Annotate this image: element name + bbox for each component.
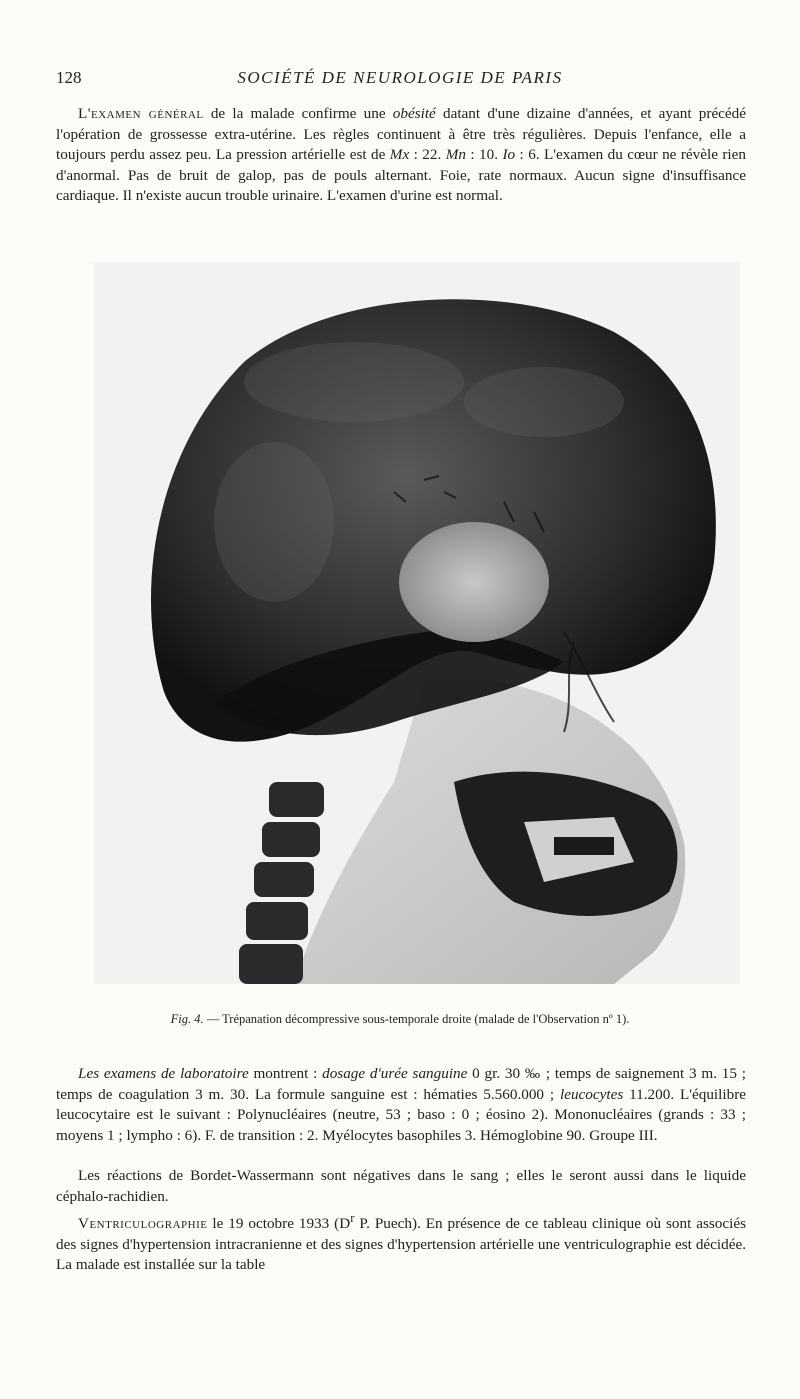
text-span: de la malade confirme une [203,105,393,122]
figure-caption-text: — Trépanation décompressive sous-temporale droite (malade de l'Observation nº 1). [203,1012,630,1026]
paragraph-general-exam [56,104,746,207]
paragraph-laboratory [56,1064,746,1146]
text-span: : 6. L'examen du cœur ne révèle rien d'anormal. Pas de bruit de galop, pas de pouls alternant. Foie, rate normaux. Aucun signe d'insuffisance cardiaque. Il n'existe aucun trouble urinaire. L'examen d'urine est normal. [56,146,746,204]
emphasis-laboratory: Les examens de laboratoire [78,1065,249,1082]
emphasis-uree: dosage d'urée sanguine [322,1065,468,1082]
text-span: datant d'une dizaine d'années, et ayant précédé l'opération de grossesse extra-utérine. Les règles continuent à être très régulières. Depuis l'enfance, elle a toujours perdu assez peu. La pression artérielle est de [56,105,746,163]
text-span: 0 gr. 30 ‰ ; temps de saignement 3 m. 15 ; temps de coagulation 3 m. 30. La formule sanguine est : hématies 5.560.000 ; [56,1065,746,1103]
skull-xray-image [94,262,740,984]
text-span: le 19 octobre 1933 (D [207,1215,351,1233]
abbr-mx: Mx [389,146,410,163]
text-span: 11.200. L'équilibre leucocytaire est le suivant : Polynucléaires (neutre, 53 ; baso : 0 ; éosino 2). Mononucléaires (grands : 33 ; moyens 1 ; lympho : 6). F. de transition : 2. Myélocytes basophiles 3. Hémoglobine 90. Groupe III. [56,1085,746,1144]
figure-caption [56,1012,744,1027]
figure-label: Fig. 4. [170,1012,204,1026]
emphasis-leucocytes: leucocytes [560,1085,624,1103]
xray-figure [94,262,740,984]
superscript-r: r [350,1211,355,1225]
running-title: SOCIÉTÉ DE NEUROLOGIE DE PARIS [237,68,563,87]
page-number: 128 [56,68,82,87]
paragraph-ventriculography [56,1208,746,1276]
text-span: : 10. [465,146,503,163]
text-span: : 22. [409,146,446,163]
abbr-mn: Mn [445,146,466,163]
emphasis-obesite: obésité [392,105,436,122]
paragraph-bordet-wassermann: Les réactions de Bordet-Wassermann sont négatives dans le sang ; elles le seront aussi dans le liquide céphalo-rachidien. [56,1167,746,1205]
abbr-io: Io [502,146,516,163]
section-lead-general-exam: L'examen général [78,105,204,122]
text-span: montrent : [248,1065,323,1082]
text-span: P. Puech). En présence de ce tableau clinique où sont associés des signes d'hypertension intracranienne et des signes d'hypertension artérielle une ventriculographie est décidée. La malade est installée sur la table [56,1215,746,1274]
section-lead-ventriculography: Ventriculographie [78,1215,208,1233]
page-header [56,68,744,92]
